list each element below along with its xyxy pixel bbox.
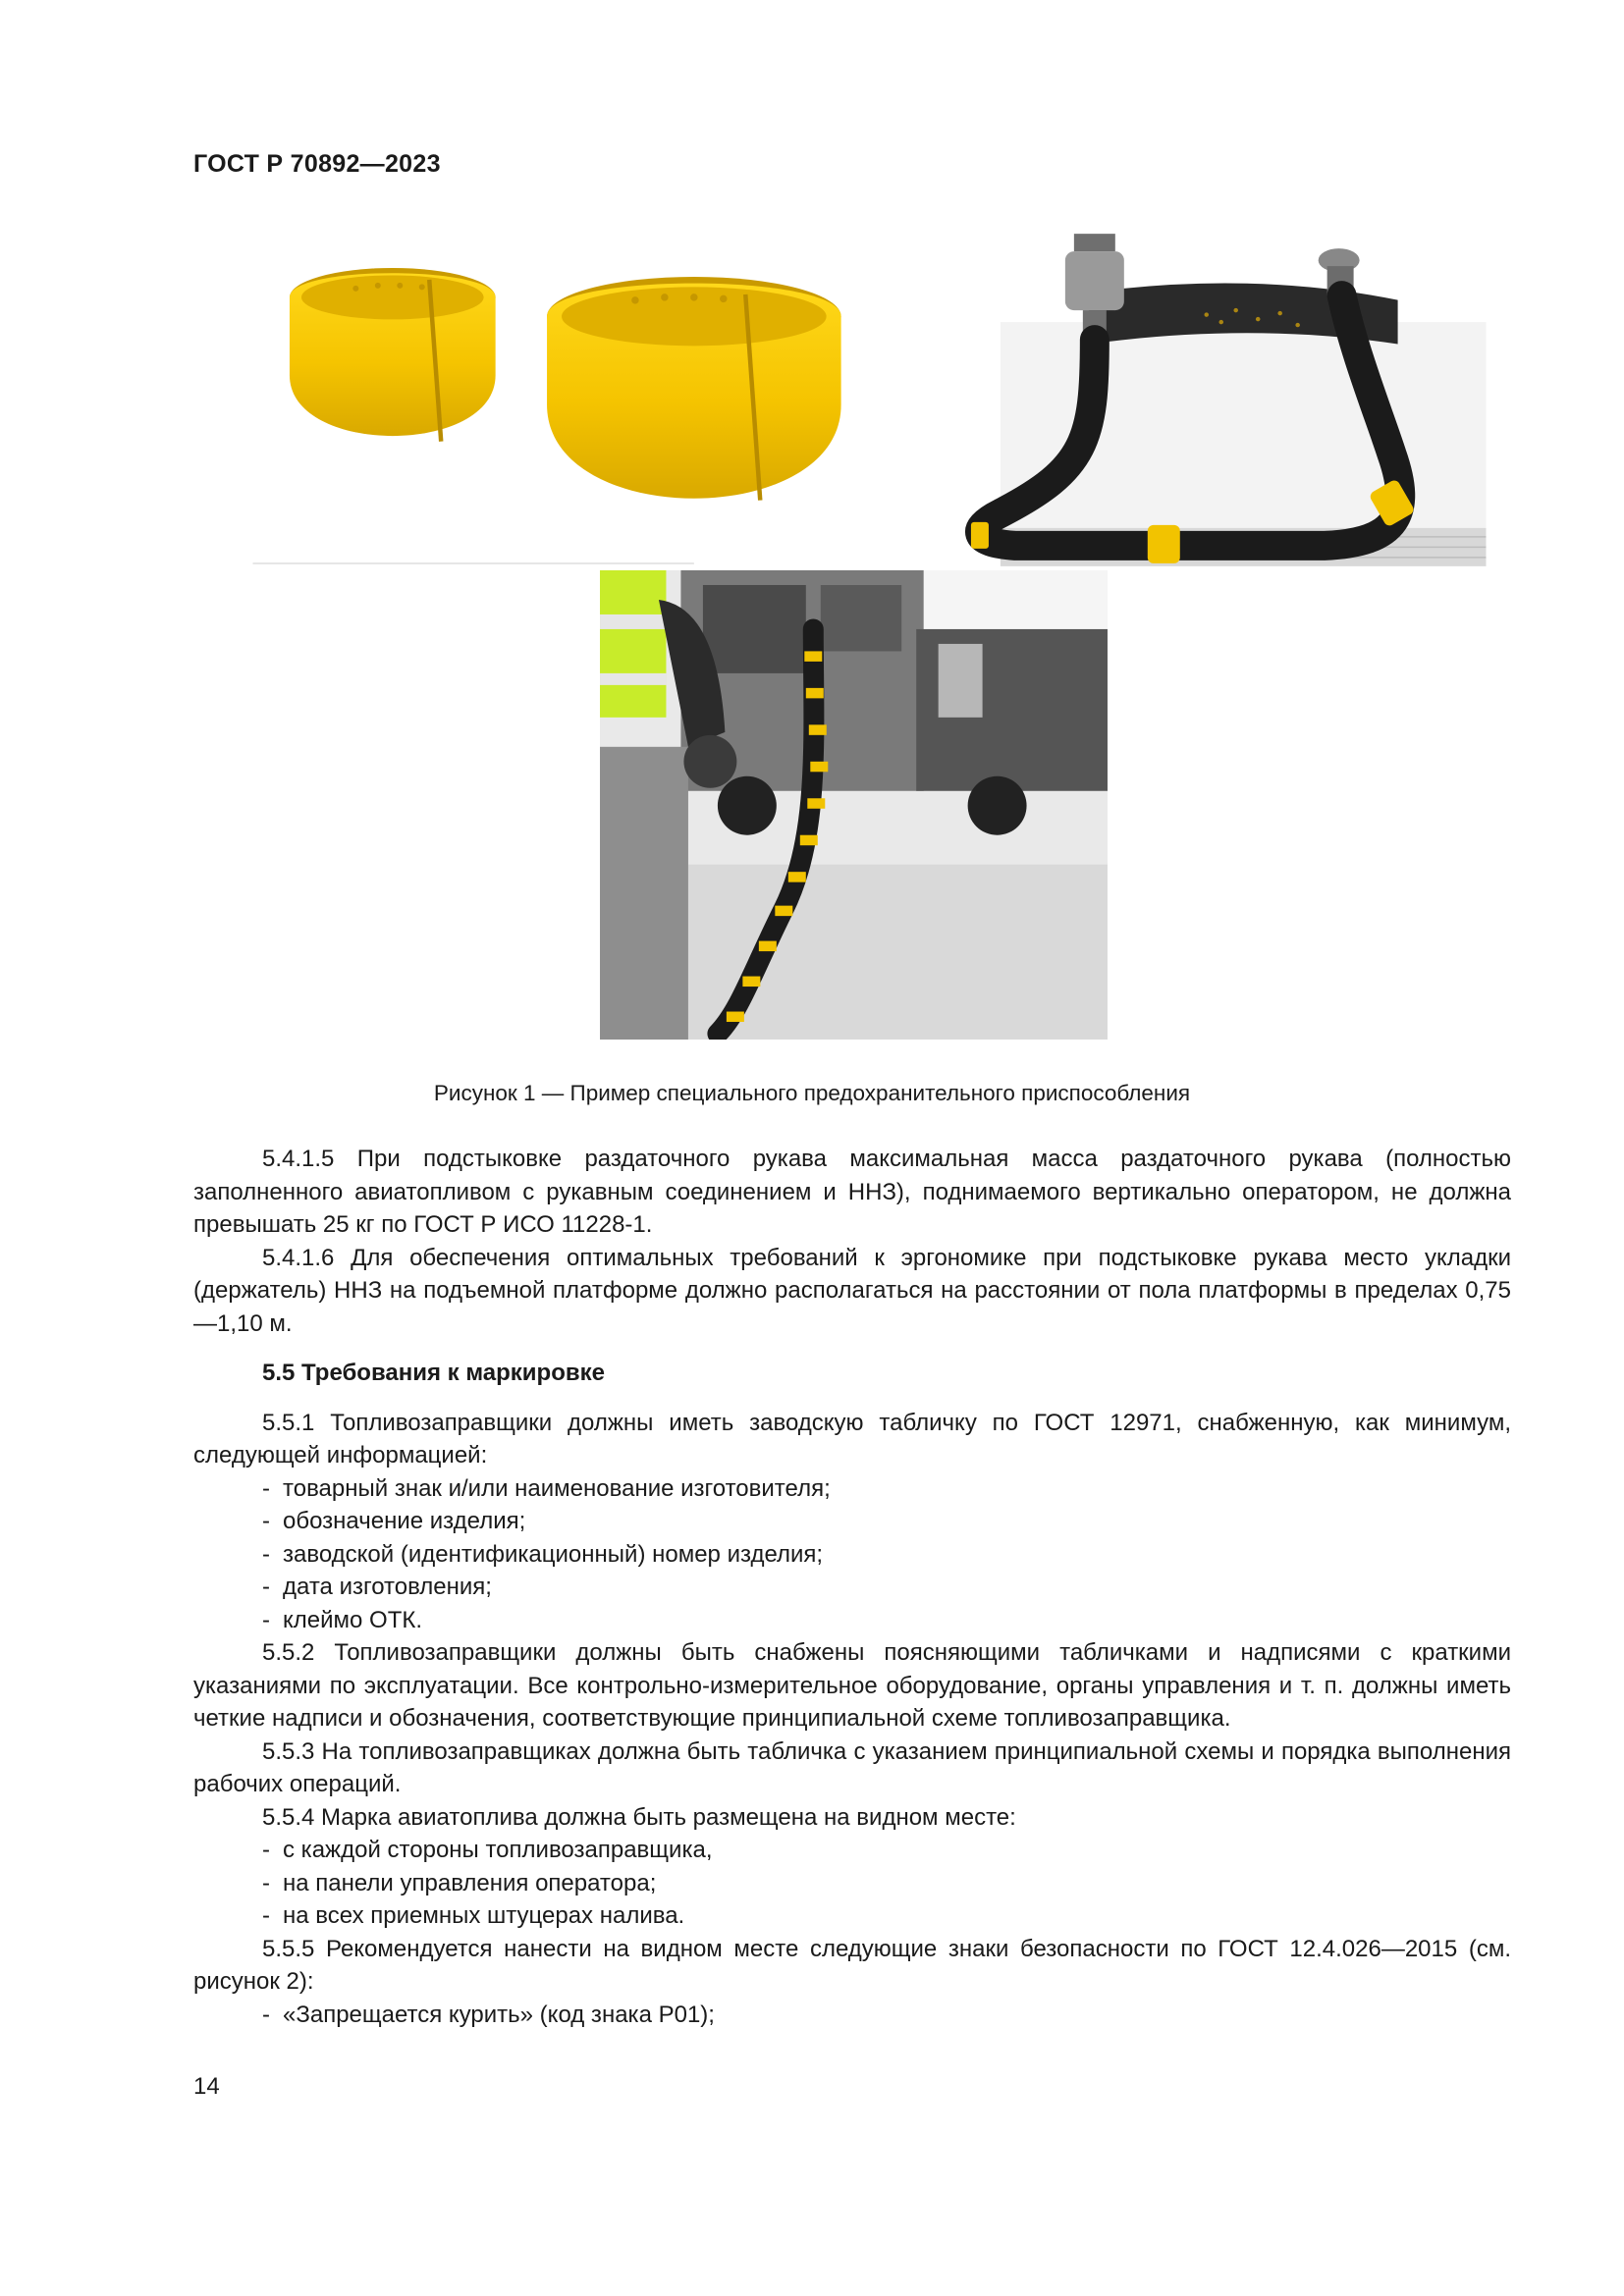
body-text bbox=[193, 1143, 1511, 2031]
paragraph-5-5-4: 5.5.4 Марка авиатоплива должна быть размещена на видном месте: bbox=[262, 1803, 1016, 1831]
operator-hose-photo bbox=[600, 570, 1108, 1040]
paragraph-5-5-5: 5.5.5 Рекомендуется нанести на видном месте следующие знаки безопасности по ГОСТ 12.4.026—2015 (см. рисунок 2): bbox=[193, 1935, 1511, 1995]
hose-rig-photo bbox=[912, 234, 1496, 566]
hose-ring-1 bbox=[1148, 525, 1180, 563]
paragraph-5-5-3: 5.5.3 На топливозаправщиках должна быть табличка с указанием принципиальной схемы и порядка выполнения рабочих операций. bbox=[193, 1737, 1511, 1797]
yellow-rings-photo bbox=[252, 236, 915, 566]
small-ring-shape bbox=[290, 268, 496, 442]
page-number: 14 bbox=[193, 2073, 220, 2100]
paragraph-5-4-1-6: 5.4.1.6 Для обеспечения оптимальных требований к эргономике при подстыковке рукава место укладки (держатель) ННЗ на подъемной платформе должно располагаться на расстоянии от пола платформы в пределах 0,75—1,10 м. bbox=[193, 1244, 1511, 1337]
section-title-5-5: 5.5 Требования к маркировке bbox=[262, 1360, 605, 1386]
list-item: - обозначение изделия; bbox=[262, 1508, 526, 1534]
document-header: ГОСТ Р 70892—2023 bbox=[193, 150, 441, 178]
list-item: - на всех приемных штуцерах налива. bbox=[262, 1902, 685, 1929]
list-item: - с каждой стороны топливозаправщика, bbox=[262, 1837, 713, 1863]
paragraph-5-5-1: 5.5.1 Топливозаправщики должны иметь заводскую табличку по ГОСТ 12971, снабженную, как минимум, следующей информацией: bbox=[193, 1409, 1511, 1468]
large-ring-shape bbox=[547, 277, 841, 501]
figure-caption: Рисунок 1 — Пример специального предохранительного приспособления bbox=[433, 1081, 1191, 1105]
list-item: - «Запрещается курить» (код знака P01); bbox=[262, 2001, 715, 2028]
list-item: - товарный знак и/или наименование изготовителя; bbox=[262, 1474, 831, 1502]
list-item: - дата изготовления; bbox=[262, 1574, 492, 1600]
paragraph-5-4-1-5: 5.4.1.5 При подстыковке раздаточного рукава максимальная масса раздаточного рукава (полностью заполненного авиатопливом с рукавным соединением и ННЗ), поднимаемого вертикально оператором, не должна превышать 25 кг по ГОСТ Р ИСО 11228-1. bbox=[193, 1146, 1511, 1238]
list-item: - на панели управления оператора; bbox=[262, 1869, 657, 1896]
list-item: - заводской (идентификационный) номер изделия; bbox=[262, 1540, 824, 1568]
list-item: - клеймо ОТК. bbox=[262, 1606, 423, 1633]
paragraph-5-5-2: 5.5.2 Топливозаправщики должны быть снабжены поясняющими табличками и надписями с краткими указаниями по эксплуатации. Все контрольно-измерительное оборудование, органы управления и т. п. должны иметь четкие надписи и обозначения, соответствующие принципиальной схеме топливозаправщика. bbox=[193, 1639, 1511, 1732]
